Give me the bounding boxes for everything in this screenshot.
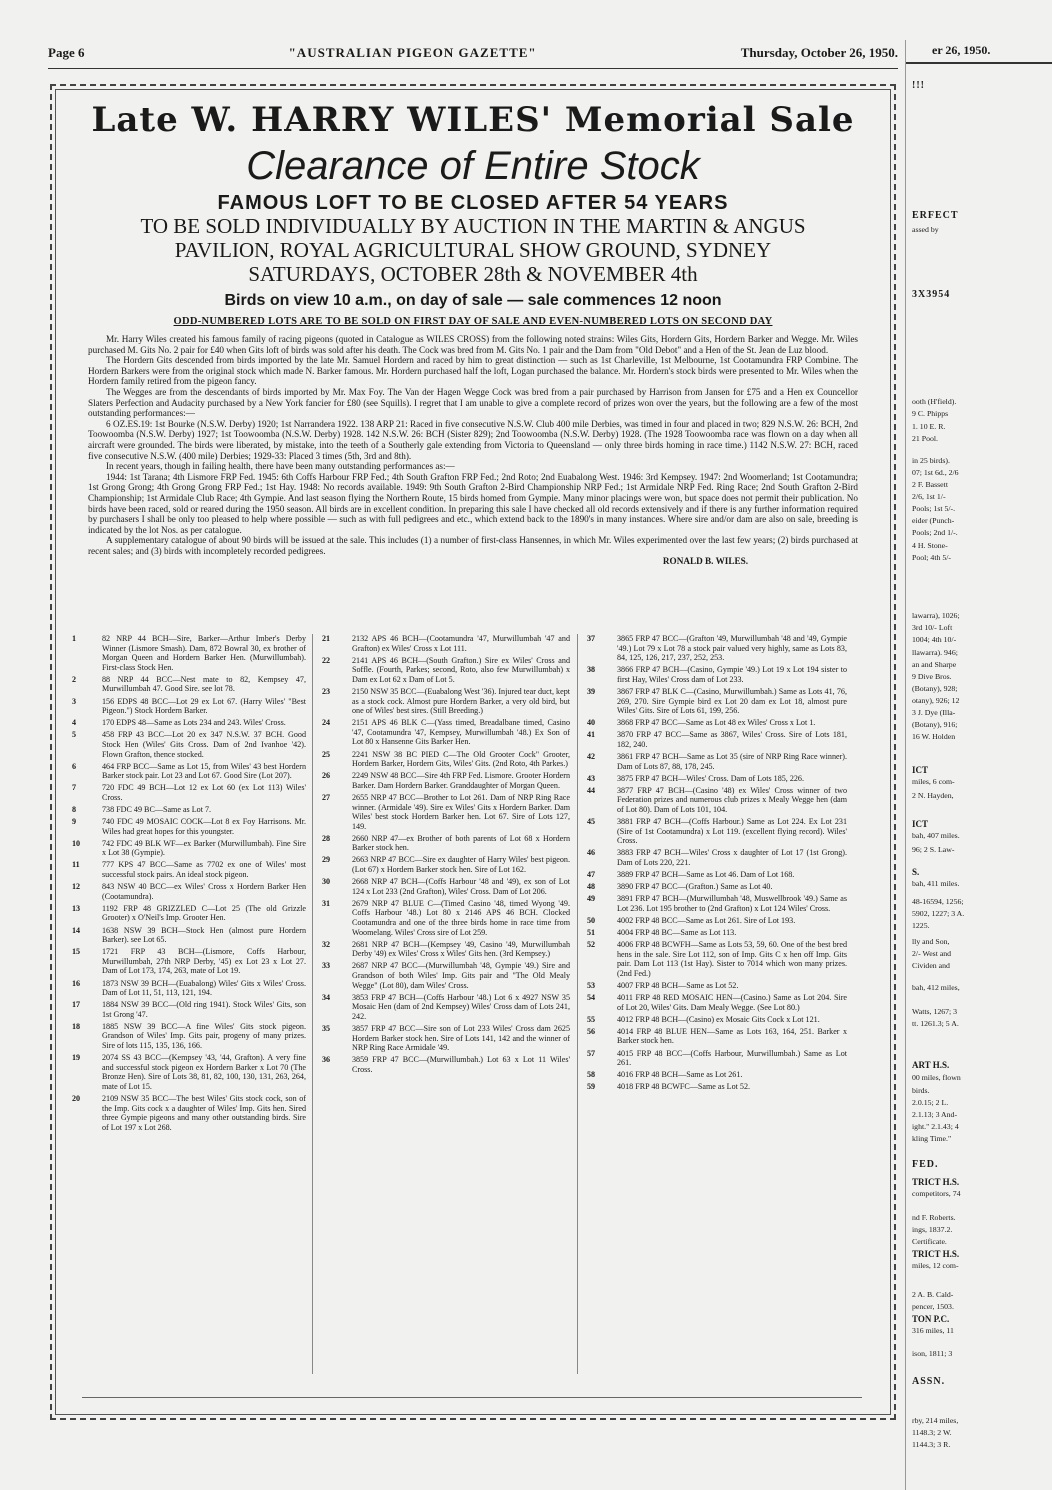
lot-number: 29: [322, 855, 331, 865]
lot-description: 2109 NSW 35 BCC—The best Wiles' Gits stock cock, son of the Imp. Gits cock x a daughter of Wiles' Imp. Gits hen. Sired three Gympie pigeons and many other outstanding birds. Sire of Lot 197 x Lot 268.: [102, 1094, 306, 1132]
adjacent-text-line: lly and Son,: [912, 937, 950, 946]
lot-number: 46: [587, 848, 596, 858]
lot-entry: [320, 634, 570, 653]
lot-description: 3890 FRP 47 BCC—(Grafton.) Same as Lot 40.: [617, 882, 773, 892]
intro-text: [88, 334, 858, 567]
lot-number: 1: [72, 634, 77, 643]
lot-number: 40: [587, 718, 596, 728]
lot-number: 10: [72, 838, 81, 848]
lot-description: 156 EDPS 48 BCC—Lot 29 ex Lot 67. (Harry Wiles' "Best Pigeon.") Stock Hordern Barker.: [102, 696, 306, 716]
lot-description: 4012 FRP 48 BCH—(Casino) ex Mosaic Gits Cock x Lot 121.: [617, 1014, 820, 1024]
lots-column-2: [320, 634, 570, 1077]
adjacent-text-line: Pools; 2nd 1/-.: [912, 528, 958, 537]
lot-entry: [320, 834, 570, 853]
lots-column-1: [70, 634, 306, 1135]
lot-entry: [320, 961, 570, 990]
lot-entry: [320, 1055, 570, 1074]
lot-description: 88 NRP 44 BCC—Nest mate to 82, Kempsey 47, Murwillumbah 47. Good Sire. see lot 78.: [102, 674, 306, 694]
adjacent-text-line: 3X3954: [912, 290, 951, 300]
adjacent-text-line: 2/- West and: [912, 949, 952, 958]
lot-number: 24: [322, 718, 331, 728]
lot-number: 16: [72, 978, 81, 988]
adjacent-text-line: nd F. Roberts.: [912, 1213, 956, 1222]
adjacent-text-line: S.: [912, 867, 920, 877]
lot-description: 3861 FRP 47 BCH—Same as Lot 35 (sire of NRP Ring Race winner). Dam of Lots 87, 88, 178, 245.: [617, 752, 847, 771]
lot-number: 44: [587, 785, 596, 795]
adjacent-text-line: in 25 birds).: [912, 456, 950, 465]
lot-description: 2655 NRP 47 BCC—Brother to Lot 261. Dam of NRP Ring Race winner. (Armidale '49). Sire ex Wiles' Gits x Hordern Barker. Dam Wiles' best stock Hordern Barker hen. Lot 67. Sire of Lots 127, 149.: [352, 792, 570, 831]
lot-entry: [585, 1070, 847, 1080]
lot-number: 4: [72, 718, 77, 728]
lot-number: 56: [587, 1026, 596, 1036]
lot-description: 4016 FRP 48 BCH—Same as Lot 261.: [617, 1070, 743, 1080]
lot-entry: [70, 1022, 306, 1051]
adjacent-text-line: 2 A. B. Cald-: [912, 1290, 954, 1299]
lot-number: 49: [587, 894, 596, 904]
lot-description: 1884 NSW 39 BCC—(Old ring 1941). Stock Wiles' Gits, son 1st Grong '47.: [102, 1000, 306, 1019]
lot-description: 170 EDPS 48—Same as Lots 234 and 243. Wiles' Cross.: [102, 718, 286, 728]
lot-number: 8: [72, 805, 77, 814]
adjacent-text-line: Watts, 1267; 3: [912, 1007, 958, 1016]
lot-number: 52: [587, 940, 596, 950]
lot-entry: [70, 1053, 306, 1091]
lot-entry: [70, 697, 306, 716]
lot-entry: [70, 730, 306, 759]
lot-description: 2687 NRP 47 BCC—(Murwillumbah '48, Gympie '49.) Sire and Grandson of both Wiles' Imp. Gits pair and "The Old Mealy Wegge" (Lot 80), dam Wiles' Cross.: [352, 961, 570, 990]
ad-line-e: Birds on view 10 a.m., on day of sale — sale commences 12 noon: [224, 292, 722, 309]
lot-entry: [585, 940, 847, 978]
adjacent-text-line: Cividen and: [912, 961, 950, 970]
adjacent-text-line: tt. 1261.3; 5 A.: [912, 1019, 959, 1028]
adjacent-text-line: 48-16594, 1256;: [912, 897, 964, 906]
column-rule: [312, 634, 313, 1374]
adjacent-rule: [906, 62, 1052, 64]
lot-number: 34: [322, 992, 331, 1002]
lot-entry: [70, 882, 306, 901]
lot-description: 2132 APS 46 BCH—(Cootamundra '47, Murwillumbah '47 and Grafton) ex Wiles' Cross x Lot 111.: [352, 634, 570, 653]
lot-number: 21: [322, 634, 331, 643]
lot-entry: [585, 1027, 847, 1046]
masthead: [48, 40, 898, 66]
lot-number: 51: [587, 928, 596, 938]
lot-entry: [320, 993, 570, 1022]
adjacent-text-line: 316 miles, 11: [912, 1326, 954, 1335]
adjacent-text-line: 3 J. Dye (Illa-: [912, 708, 956, 717]
lot-number: 20: [72, 1094, 81, 1104]
lot-description: 3891 FRP 47 BCH—(Murwillumbah '48, Muswellbrook '49.) Same as Lot 236. Lot 195 brother to (2nd Grafton) x Lot 124 Wiles' Cross.: [617, 894, 847, 913]
adjacent-text-line: ERFECT: [912, 211, 959, 221]
lot-number: 22: [322, 655, 331, 665]
lot-entry: [70, 860, 306, 879]
adjacent-text-line: birds.: [912, 1086, 930, 1095]
adjacent-text-line: ings, 1837.2.: [912, 1225, 953, 1234]
adjacent-text-line: ight." 2.1.43; 4: [912, 1122, 959, 1131]
advertisement: [50, 84, 896, 1420]
adjacent-text-line: miles, 6 com-: [912, 777, 955, 786]
lot-entry: [585, 665, 847, 684]
lot-entry: [585, 894, 847, 913]
adjacent-text-line: 21 Pool.: [912, 434, 938, 443]
lot-description: 1638 NSW 39 BCH—Stock Hen (almost pure Hordern Barker). see Lot 65.: [102, 925, 306, 945]
adjacent-text-line: Pools; 1st 5/-.: [912, 504, 956, 513]
lot-description: 4014 FRP 48 BLUE HEN—Same as Lots 163, 164, 251. Barker x Barker stock hen.: [617, 1026, 847, 1046]
adjacent-text-line: ART H.S.: [912, 1060, 950, 1070]
adjacent-date: er 26, 1950.: [932, 43, 991, 57]
lot-description: 3867 FRP 47 BLK C—(Casino, Murwillumbah.) Same as Lots 41, 76, 269, 270. Sire Gympie bird ex Lot 20 dam ex Lot 18, almost pure Wiles' Gits. Sire of Lots 61, 199, 256.: [617, 686, 847, 716]
lot-description: 3866 FRP 47 BCH—(Casino, Gympie '49.) Lot 19 x Lot 194 sister to first Hay, Wiles' Cross dam of Lot 233.: [617, 665, 847, 684]
lot-number: 13: [72, 903, 81, 913]
ad-line-d: SATURDAYS, OCTOBER 28th & NOVEMBER 4th: [248, 262, 698, 286]
bottom-rule: [82, 1397, 862, 1398]
lot-description: 464 FRP BCC—Same as Lot 15, from Wiles' 43 best Hordern Barker stock pair. Lot 23 and Lot 67. Good Sire (Lot 207).: [102, 761, 306, 781]
lot-description: 3870 FRP 47 BCC—Same as 3867, Wiles' Cross. Sire of Lots 181, 182, 240.: [617, 730, 847, 749]
adjacent-text-line: TRICT H.S.: [912, 1249, 960, 1259]
issue-date: Thursday, October 26, 1950.: [740, 45, 898, 60]
lot-entry: [320, 793, 570, 831]
lot-number: 58: [587, 1070, 596, 1080]
lot-number: 11: [72, 860, 80, 870]
adjacent-text-line: FED.: [912, 1160, 939, 1170]
lot-description: 2668 NRP 47 BCH—(Coffs Harbour '48 and '49), ex son of Lot 124 x Lot 233 (2nd Grafton), Wiles' Cross. Dam of Lot 206.: [352, 877, 570, 896]
adjacent-page-strip: [905, 40, 1052, 1490]
adjacent-text-line: pencer, 1503.: [912, 1302, 954, 1311]
lot-entry: [585, 916, 847, 926]
adjacent-text-line: 2.0.15; 2 L.: [912, 1098, 949, 1107]
intro-paragraph: 6 OZ.ES.19: 1st Bourke (N.S.W. Derby) 1920; 1st Narrandera 1922. 138 ARP 21: Raced in five consecutive N.S.W. Club 400 mile Derbies, was timed in four and placed in two; 829 N.S.W. 26: BCH, 2nd Toowoomba (N.S.W. Derby) 1927; 1st Toowoomba (N.S.W. Derby) 1928. 142 N.S.W. 26: BCH (Sister 829); 2nd Toowoomba (N.S.W. Derby) 1928. (The 1928 Toowoomba race was flown on a day when all aircraft were grounded. The birds were liberated, by mistake, into the teeth of a Southerly gale extending from Victoria to Queensland — only three birds homing in race time.) 1142 N.S.W. 27: BCH, raced five consecutive N.S.W. (400 mile) Derbies; 1929-33: Placed 3 times (5th, 3rd and 8th).: [88, 418, 858, 461]
lot-description: 3881 FRP 47 BCH—(Coffs Harbour.) Same as Lot 224. Ex Lot 231 (Sire of 1st Cootamundra) x Lot 119. (excellent flying record). Wiles' Cross.: [617, 817, 847, 846]
adjacent-text-line: 2.1.13; 3 And-: [912, 1110, 958, 1119]
lot-description: 3853 FRP 47 BCH—(Coffs Harbour '48.) Lot 6 x 4927 NSW 35 Mosaic Hen (dam of 2nd Kempsey) Wiles' Cross dam of Lots 241, 242.: [352, 992, 570, 1021]
lot-number: 19: [72, 1053, 81, 1063]
adjacent-text-line: 07; 1st 6d., 2/6: [912, 468, 959, 477]
ad-subheading: Clearance of Entire Stock: [246, 144, 700, 188]
adjacent-text-line: ooth (H'field).: [912, 397, 957, 406]
lot-description: 2249 NSW 48 BCC—Sire 4th FRP Fed. Lismore. Grooter Hordern Barker. Dam Hordern Barker. Granddaughter of Morgan Queen.: [352, 771, 570, 790]
lot-description: 458 FRP 43 BCC—Lot 20 ex 347 N.S.W. 37 BCH. Good Stock Hen (Wiles' Gits Cross. Dam of 2nd Ivanhoe '42). Flown Grafton, thence stocked.: [102, 730, 306, 759]
adjacent-text-line: miles, 12 com-: [912, 1261, 959, 1270]
lot-number: 7: [72, 783, 77, 793]
adjacent-text-line: an and Sharpe: [912, 660, 957, 669]
lot-number: 41: [587, 730, 596, 740]
lot-description: 3865 FRP 47 BCC—(Grafton '49, Murwillumbah '48 and '49, Gympie '49.) Lot 79 x Lot 78 a stock pair valued very highly, same as Lots 83, 84, 125, 126, 217, 237, 252, 253.: [617, 634, 847, 663]
lot-number: 28: [322, 833, 331, 843]
lot-number: 5: [72, 730, 77, 740]
adjacent-text-line: 2 N. Hayden,: [912, 791, 954, 800]
adjacent-text-line: 1225.: [912, 921, 930, 930]
lot-entry: [585, 774, 847, 784]
lot-description: 2660 NRP 47—ex Brother of both parents of Lot 68 x Hordern Barker stock hen.: [352, 833, 570, 853]
lot-number: 14: [72, 925, 81, 935]
adjacent-text-line: (Botany), 928;: [912, 684, 958, 693]
adjacent-text-line: ICT: [912, 819, 929, 829]
lot-description: 2141 APS 46 BCH—(South Grafton.) Sire ex Wiles' Cross and Soffle. (Fourth, Parkes; second, Roto, also few Murwillumbah) x Dam ex Lot 62 x Dam of Lot 5.: [352, 655, 570, 684]
adjacent-text-line: rby, 214 miles,: [912, 1416, 959, 1425]
adjacent-text-line: ison, 1811; 3: [912, 1349, 953, 1358]
lot-entry: [70, 805, 306, 815]
lot-description: 2150 NSW 35 BCC—(Euabalong West '36). Injured tear duct, kept as a stock cock. Almost pure Hordern Barker, a very old bird, but one of Wiles' best sires. (Still Breeding.): [352, 686, 570, 716]
adjacent-text-line: llawarra). 946;: [912, 648, 958, 657]
intro-paragraph: In recent years, though in failing health, there have been many outstanding performances as:—: [106, 461, 455, 472]
lot-number: 31: [322, 898, 331, 908]
adjacent-text-line: (Botany), 916;: [912, 720, 958, 729]
paper-title: "AUSTRALIAN PIGEON GAZETTE": [288, 45, 537, 60]
intro-paragraph: A supplementary catalogue of about 90 birds will be issued at the sale. This includes (1) a number of first-class Hansennes, in which Mr. Wiles experimented over the last few years; (2) birds purchased at recent sales; and (3) birds with incompletely recorded pedigrees.: [88, 535, 858, 556]
lot-description: 3883 FRP 47 BCH—Wiles' Cross x daughter of Lot 17 (1st Grong). Dam of Lots 220, 221.: [617, 848, 847, 867]
lot-number: 12: [72, 882, 81, 892]
lot-number: 35: [322, 1023, 331, 1033]
intro-paragraph: The Wegges are from the descendants of birds imported by Mr. Max Foy. The Van der Hagen Wegge Cock was bred from a pair purchased by Harrison from Jansen for £75 and a Hen ex Councellor Slaters Perfection and Audacity purchased by a New York fancier for £80 (see Squills). I regret that I am unable to give a complete record of prizes won over the years, but the following are a few of the most outstanding performances:—: [88, 386, 858, 419]
lot-description: 2679 NRP 47 BLUE C—(Timed Casino '48, timed Wyong '49. Coffs Harbour '48.) Lot 80 x 2146 APS 46 BCH. Clocked Cootamundra and one of the three birds home in race time from Woomelang. Wiles' Cross sire of Lot 259.: [352, 898, 570, 937]
ad-heading: Late W. HARRY WILES' Memorial Sale: [91, 100, 855, 140]
lot-number: 50: [587, 915, 596, 925]
lot-entry: [70, 1000, 306, 1019]
lot-description: 2074 SS 43 BCC—(Kempsey '43, '44, Grafton). A very fine and successful stock pigeon ex Hordern Barker x Lot 70 (The Bronze Hen). Sire of Lots 38, 81, 82, 100, 130, 131, 263, 264, mate of Lot 15.: [102, 1053, 306, 1091]
lot-number: 32: [322, 939, 331, 949]
page-number: Page 6: [48, 45, 85, 60]
lot-number: 37: [587, 634, 596, 643]
lot-number: 27: [322, 792, 331, 802]
lot-number: 42: [587, 752, 596, 762]
lot-entry: [70, 839, 306, 858]
masthead-rule: [48, 68, 898, 69]
lot-entry: [585, 848, 847, 867]
lot-entry: [585, 1082, 847, 1092]
lot-entry: [585, 882, 847, 892]
lot-description: 1192 FRP 48 GRIZZLED C—Lot 25 (The old Grizzle Grooter) x O'Neil's Imp. Grooter Hen.: [102, 903, 306, 923]
adjacent-text-line: ASSN.: [912, 1377, 946, 1387]
lot-description: 720 FDC 49 BCH—Lot 12 ex Lot 60 (ex Lot 113) Wiles' Cross.: [102, 783, 306, 802]
lot-description: 4018 FRP 48 BCWFC—Same as Lot 52.: [617, 1082, 751, 1092]
adjacent-text-line: otany), 926; 12: [912, 696, 960, 705]
lot-description: 2151 APS 46 BLK C—(Yass timed, Breadalbane timed, Casino '47, Cootamundra '47, Kempsey, Murwillumbah '48.) Ex Son of Lot 80 x Hansenne Gits Barker Hen.: [352, 718, 570, 747]
adjacent-text-line: bah, 411 miles.: [912, 879, 960, 888]
lot-entry: [585, 718, 847, 728]
adjacent-text-line: bah, 407 miles.: [912, 831, 960, 840]
lot-entry: [320, 899, 570, 937]
lot-entry: [320, 718, 570, 747]
lot-entry: [70, 718, 306, 728]
lot-entry: [585, 928, 847, 938]
lot-entry: [585, 786, 847, 815]
lot-description: 740 FDC 49 MOSAIC COCK—Lot 8 ex Foy Harrisons. Mr. Wiles had great hopes for this youngster.: [102, 817, 306, 836]
adjacent-text-line: 1. 10 E. R.: [912, 422, 946, 431]
ad-line-f: ODD-NUMBERED LOTS ARE TO BE SOLD ON FIRST DAY OF SALE AND EVEN-NUMBERED LOTS ON SECOND DAY: [173, 316, 773, 327]
lot-description: 4004 FRP 48 BC—Same as Lot 113.: [617, 928, 737, 938]
lot-description: 1721 FRP 43 BCH—(Lismore, Coffs Harbour, Murwillumbah, 27th NRP Derby, '45) ex Lot 23 x Lot 27. Dam of Lot 173, 174, 263, mate of Lot 19.: [102, 947, 306, 976]
adjacent-text-line: assed by: [912, 225, 939, 234]
adjacent-text-line: 2/6, 1st 1/-: [912, 492, 946, 501]
lot-number: 18: [72, 1021, 81, 1031]
lot-description: 777 KPS 47 BCC—Same as 7702 ex one of Wiles' most successful stock pairs. An ideal stock pigeon.: [102, 860, 306, 880]
adjacent-text-line: kling Time.": [912, 1134, 952, 1143]
adjacent-text-line: 96; 2 S. Law-: [912, 845, 955, 854]
lot-number: 59: [587, 1082, 596, 1092]
lot-description: 3859 FRP 47 BCC—(Murwillumbah.) Lot 63 x Lot 11 Wiles' Cross.: [352, 1055, 570, 1074]
lot-entry: [320, 877, 570, 896]
lot-entry: [320, 855, 570, 874]
lot-description: 3877 FRP 47 BCH—(Casino '48) ex Wiles' Cross winner of two Federation prizes and numerous club prizes x Mealy Wegge hen (dam of Lot 80). Dam of Lots 101, 104.: [617, 785, 847, 814]
lot-entry: [70, 979, 306, 998]
lot-description: 2681 NRP 47 BCH—(Kempsey '49, Casino '49, Murwillumbah Derby '49) ex Wiles' Cross x Wiles' Gits hen. (3rd Kempsey.): [352, 939, 570, 959]
lot-entry: [585, 634, 847, 663]
lot-entry: [70, 783, 306, 802]
lot-description: 3889 FRP 47 BCH—Same as Lot 46. Dam of Lot 168.: [617, 870, 795, 880]
lot-description: 4007 FRP 48 BCH—Same as Lot 52.: [617, 981, 739, 990]
lot-description: 4011 FRP 48 RED MOSAIC HEN—(Casino.) Same as Lot 204. Sire of Lot 20, Wiles' Gits. Dam Mealy Wegge. (See Lot 80.): [617, 993, 847, 1012]
column-rule: [577, 634, 578, 1374]
lot-number: 26: [322, 771, 331, 781]
lot-number: 36: [322, 1055, 331, 1065]
lot-description: 3868 FRP 47 BCC—Same as Lot 48 ex Wiles' Cross x Lot 1.: [617, 718, 816, 728]
adjacent-text-line: TON P.C.: [912, 1314, 950, 1324]
lot-number: 25: [322, 749, 331, 759]
lot-number: 45: [587, 817, 596, 827]
ad-line-a: FAMOUS LOFT TO BE CLOSED AFTER 54 YEARS: [217, 192, 729, 214]
lot-entry: [320, 940, 570, 959]
lot-entry: [585, 817, 847, 846]
lot-description: 1873 NSW 39 BCH—(Euabalong) Wiles' Gits x Wiles' Cross. Dam of Lot 11, 51, 113, 121, 194.: [102, 978, 306, 998]
lot-number: 6: [72, 761, 77, 771]
lot-number: 54: [587, 993, 596, 1003]
adjacent-text-line: 3rd 10/- Loft: [912, 623, 953, 632]
adjacent-text-line: 9 Dive Bros.: [912, 672, 952, 681]
adjacent-text-line: 16 W. Holden: [912, 732, 956, 741]
lot-entry: [70, 1094, 306, 1132]
intro-paragraph: Mr. Harry Wiles created his famous family of racing pigeons (quoted in Catalogue as WILES CROSS) from the following noted strains: Wiles Gits, Hordern Gits, Hordern Barker and Wegge. Mr. Wiles purchased M. Gits No. 2 pair for £40 when Gits loft of birds was sold after his death. The Cock was bred from M. Gits No. 1 pair and the Dam from "Old Debot" and a Hen of the St. Jean de Luz blood.: [88, 334, 858, 355]
lot-number: 9: [72, 817, 77, 827]
lot-entry: [70, 947, 306, 976]
adjacent-text-line: Pool; 4th 5/-: [912, 553, 951, 562]
lot-description: 843 NSW 40 BCC—ex Wiles' Cross x Hordern Barker Hen (Cootamundra).: [102, 882, 306, 901]
lot-entry: [585, 981, 847, 991]
adjacent-text-line: 5902, 1227; 3 A.: [912, 909, 965, 918]
lot-entry: [70, 675, 306, 694]
lot-number: 15: [72, 947, 81, 957]
ad-line-b: TO BE SOLD INDIVIDUALLY BY AUCTION IN THE MARTIN & ANGUS: [140, 214, 806, 238]
lot-number: 38: [587, 665, 596, 675]
adjacent-text-line: lawarra), 1026;: [912, 611, 960, 620]
lot-number: 55: [587, 1014, 596, 1024]
lot-number: 2: [72, 674, 77, 684]
lot-number: 47: [587, 870, 596, 880]
lot-entry: [585, 1015, 847, 1025]
adjacent-text-line: 1144.3; 3 R.: [912, 1440, 951, 1449]
lot-entry: [70, 634, 306, 672]
intro-paragraph: The Hordern Gits descended from birds imported by the late Mr. Samuel Hordern and raced by him to great distinction — such as 1st Charleville, 1st Melbourne, 1st Cootamundra FRP Combine. The Hordern Barkers were from the original stock which made N. Barker famous. Mr. Hordern purchased half the loft, Logan purchased the balance. Mr. Hordern's stock birds were presented to Mr. Wiles when the Hordern family retired from the pigeon fancy.: [88, 355, 858, 387]
adjacent-text-line: 1004; 4th 10/-: [912, 635, 957, 644]
adjacent-text-line: eider (Punch-: [912, 516, 955, 525]
lot-number: 17: [72, 1000, 81, 1010]
lot-description: 738 FDC 49 BC—Same as Lot 7.: [102, 805, 212, 814]
lot-entry: [320, 771, 570, 790]
lot-entry: [70, 904, 306, 923]
adjacent-text-line: competitors, 74: [912, 1189, 961, 1198]
adjacent-text-line: 1148.3; 2 W.: [912, 1428, 952, 1437]
lot-number: 43: [587, 773, 596, 783]
lot-number: 33: [322, 961, 331, 971]
lot-entry: [585, 870, 847, 880]
adjacent-text-line: Certificate.: [912, 1237, 947, 1246]
lot-description: 2241 NSW 38 BC PIED C—The Old Grooter Cock" Grooter, Hordern Barker, Hordern Gits, Wiles' Gits. (2nd Roto, 4th Parkes.): [352, 749, 570, 769]
adjacent-text-line: bah, 412 miles,: [912, 983, 960, 992]
lot-description: 4015 FRP 48 BCC—(Coffs Harbour, Murwillumbah.) Same as Lot 261.: [617, 1048, 847, 1068]
lot-number: 23: [322, 686, 331, 696]
lot-description: 742 FDC 49 BLK WF—ex Barker (Murwillumbah). Fine Sire x Lot 38 (Gympie).: [102, 838, 306, 858]
adjacent-text-line: 00 miles, flown: [912, 1073, 961, 1082]
lot-description: 4006 FRP 48 BCWFH—Same as Lots 53, 59, 60. One of the best bred hens in the sale. Sire Lot 112, son of Imp. Gits C x hen off Imp. Gits pair. Dam Lot 113 (1st Hay). Sister to 7014 which won many prizes. (2nd Fed.): [617, 940, 847, 978]
lot-description: 2663 NRP 47 BCC—Sire ex daughter of Harry Wiles' best pigeon. (Lot 67) x Hordern Barker stock hen. Sire of Lot 162.: [352, 855, 570, 875]
lot-entry: [320, 1024, 570, 1053]
lot-number: 57: [587, 1048, 596, 1058]
lot-number: 39: [587, 686, 596, 696]
lot-entry: [585, 752, 847, 771]
lot-entry: [585, 730, 847, 749]
lot-entry: [320, 687, 570, 716]
lot-description: 3875 FRP 47 BCH—Wiles' Cross. Dam of Lots 185, 226.: [617, 773, 804, 783]
adjacent-text-line: TRICT H.S.: [912, 1177, 960, 1187]
lot-number: 3: [72, 696, 77, 706]
lot-number: 48: [587, 882, 596, 892]
adjacent-text-line: 2 F. Bassett: [912, 480, 948, 489]
adjacent-text-line: !!!: [912, 81, 925, 91]
lot-description: 82 NRP 44 BCH—Sire, Barker—Arthur Imber's Derby Winner (Lismore Smash). Dam, 872 Bowral 30, ex brother of Morgan Queen and Hordern Barker Hen. (Murwillumbah). First-class Stock Hen.: [102, 634, 306, 672]
lot-entry: [320, 656, 570, 685]
ad-line-c: PAVILION, ROYAL AGRICULTURAL SHOW GROUND, SYDNEY: [174, 238, 772, 262]
lot-number: 53: [587, 981, 596, 990]
lot-number: 30: [322, 877, 331, 887]
lot-entry: [585, 687, 847, 716]
lot-description: 4002 FRP 48 BCC—Same as Lot 261. Sire of Lot 193.: [617, 915, 796, 925]
intro-paragraph: 1944: 1st Tarana; 4th Lismore FRP Fed. 1945: 6th Coffs Harbour FRP Fed.; 4th South Grafton FRP Fed.; 2nd Roto; 2nd Euabalong West. 1946: 3rd Kempsey. 1947: 2nd Woomerland; 1st Cootamundra; 1st Grong Grong; 4th Grong Grong FRP Fed.; 1st Hay. 1948: No records available. 1949: 9th South Grafton 2-Bird Championship NRP Fed.; 1st Armidale NRP Fed. Ring Race; 2nd South Grafton 2-Bird Championship; 1st Armidale Club Race; 4th Gympie. And last season flying the Northern Route, 15 birds homed from Gympie. Many minor placings were won, but space does not permit their publication. No birds have been raced, sold or reared during the 1950 season. All birds are in excellent condition. In preparing this sale I have checked all old records extensively and if there is any further information required by purchasers I shall be only too pleased to help where possible — such as with full pedigrees and etc., which extend back to the 1890's in many instances. Where sire and/or dam are also on sale, breeding is indicated by the lot Nos. as per catalogue.: [88, 471, 858, 535]
lot-entry: [70, 817, 306, 836]
lot-description: 3857 FRP 47 BCC—Sire son of Lot 233 Wiles' Cross dam 2625 Hordern Barker stock hen. Sire of Lots 141, 142 and the winner of NRP Ring Race Armidale '49.: [352, 1023, 570, 1053]
adjacent-text-line: 4 H. Stone-: [912, 541, 948, 550]
adjacent-text-line: ICT: [912, 765, 929, 775]
lot-entry: [320, 750, 570, 769]
adjacent-text-line: 9 C. Phipps: [912, 409, 949, 418]
lots-column-3: [585, 634, 847, 1094]
lot-entry: [70, 762, 306, 781]
signature: RONALD B. WILES.: [662, 556, 748, 567]
lot-description: 1885 NSW 39 BCC—A fine Wiles' Gits stock pigeon. Grandson of Wiles' Imp. Gits pair, progeny of many prizes. Sire of lots 115, 135, 136, 166.: [102, 1021, 306, 1051]
lot-entry: [70, 926, 306, 945]
lot-entry: [585, 1049, 847, 1068]
lot-entry: [585, 993, 847, 1012]
